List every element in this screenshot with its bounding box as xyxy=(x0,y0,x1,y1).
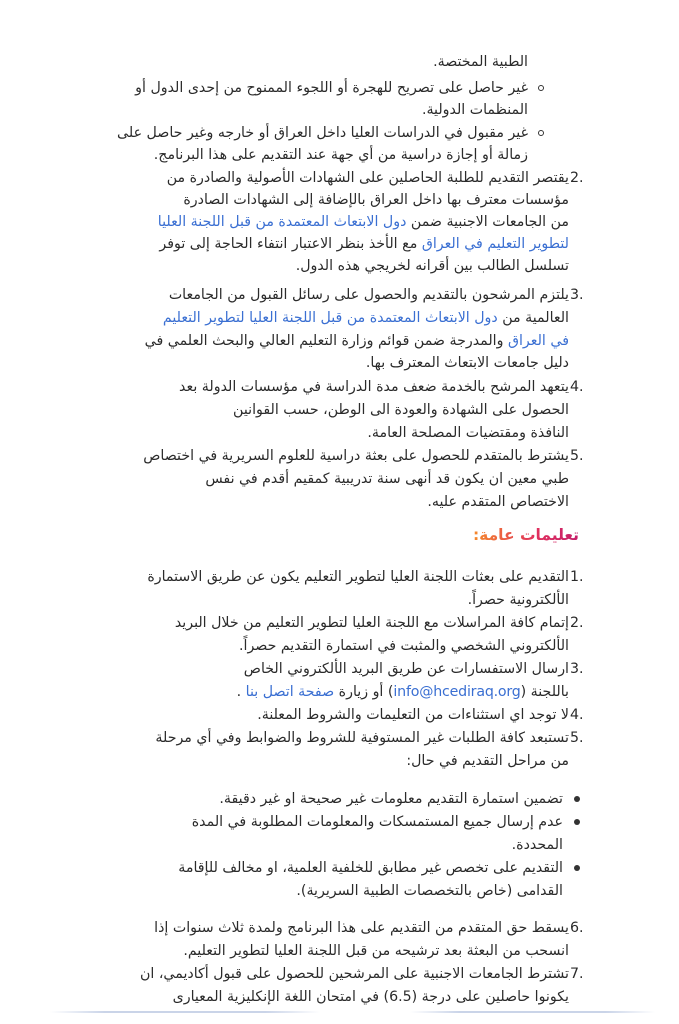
item-number: 7. xyxy=(570,966,584,982)
bullet-icon xyxy=(574,819,580,825)
sub-bullet-line: غير مقبول في الدراسات العليا داخل العراق أو خارجه وغير حاصل على xyxy=(117,125,528,141)
text-span: . xyxy=(236,684,246,700)
item-number: 1. xyxy=(570,569,584,585)
text-line xyxy=(237,682,569,702)
sub-bullet-line: المنظمات الدولية. xyxy=(421,102,528,118)
text-span: ) أو زيارة xyxy=(334,684,394,700)
divider xyxy=(410,1011,655,1013)
bullet-icon xyxy=(574,796,580,802)
text-line: تستبعد كافة الطلبات غير المستوفية للشروط والضوابط وفي أي مرحلة xyxy=(155,730,569,746)
item-number: 5. xyxy=(570,730,584,746)
bullet-icon xyxy=(574,865,580,871)
item-number: 2. xyxy=(570,615,584,631)
text-line: الحصول على الشهادة والعودة الى الوطن، حسب القوانين xyxy=(233,402,569,418)
item-number: 2. xyxy=(570,170,584,186)
text-line xyxy=(163,308,569,328)
text-span: مع الأخذ بنظر الاعتبار انتفاء الحاجة إلى توفر xyxy=(159,236,422,252)
text-line: التقديم على بعثات اللجنة العليا لتطوير التعليم يكون عن طريق الاستمارة xyxy=(147,569,569,585)
text-span: من الجامعات الاجنبية ضمن xyxy=(406,214,569,230)
text-line: يتعهد المرشح بالخدمة ضعف مدة الدراسة في مؤسسات الدولة بعد xyxy=(179,379,569,395)
text-line: يسقط حق المتقدم من التقديم على هذا البرنامج ولمدة ثلاث سنوات إذا xyxy=(154,920,569,936)
text-span: باللجنة ( xyxy=(520,684,569,700)
item-number: 4. xyxy=(570,707,584,723)
text-line: إتمام كافة المراسلات مع اللجنة العليا لتطوير التعليم من خلال البريد xyxy=(174,615,569,631)
circle-bullet-icon xyxy=(538,85,544,91)
item-number: 3. xyxy=(570,287,584,303)
text-line: انسحب من البعثة بعد ترشيحه من قبل اللجنة العليا لتطوير التعليم. xyxy=(183,943,569,959)
item-number: 4. xyxy=(570,379,584,395)
text-line: الطبية المختصة. xyxy=(433,54,528,70)
item-number: 6. xyxy=(570,920,584,936)
study-countries-link[interactable]: لتطوير التعليم في العراق xyxy=(421,236,569,252)
bullet-line: المحددة. xyxy=(511,837,563,853)
text-line: يشترط بالمتقدم للحصول على بعثة دراسية للعلوم السريرية في اختصاص xyxy=(143,448,569,464)
text-line: دليل جامعات الابتعاث المعترف بها. xyxy=(365,355,569,371)
text-span: العالمية من xyxy=(497,310,569,326)
text-line: النافذة ومقتضيات المصلحة العامة. xyxy=(367,425,569,441)
study-countries-link[interactable]: دول الابتعاث المعتمدة من قبل اللجنة العليا xyxy=(157,214,407,230)
study-countries-link[interactable]: دول الابتعاث المعتمدة من قبل اللجنة العليا لتطوير التعليم xyxy=(162,310,498,326)
sub-bullet-line: غير حاصل على تصريح للهجرة أو اللجوء الممنوح من إحدى الدول أو xyxy=(135,80,528,96)
text-line: تشترط الجامعات الاجنبية على المرشحين للحصول على قبول أكاديمي، ان xyxy=(139,966,569,982)
text-line: ارسال الاستفسارات عن طريق البريد الألكتروني الخاص xyxy=(243,661,569,677)
circle-bullet-icon xyxy=(538,130,544,136)
bullet-line: التقديم على تخصص غير مطابق للخلفية العلمية، او مخالف للإقامة xyxy=(178,860,563,876)
text-line: الألكتروني الشخصي والمثبت في استمارة التقديم حصراً. xyxy=(239,638,569,654)
text-line: من مراحل التقديم في حال: xyxy=(406,753,569,769)
text-line xyxy=(158,212,569,232)
bullet-line: تضمين استمارة التقديم معلومات غير صحيحة او غير دقيقة. xyxy=(219,791,563,807)
text-line: تسلسل الطالب بين أقرانه لخريجي هذه الدول. xyxy=(295,258,569,274)
text-line: الاختصاص المتقدم عليه. xyxy=(427,494,569,510)
text-line: يكونوا حاصلين على درجة (6.5) في امتحان اللغة الإنكليزية المعيارى xyxy=(172,989,569,1005)
text-line: يلتزم المرشحون بالتقديم والحصول على رسائل القبول من الجامعات xyxy=(168,287,569,303)
bullet-line: عدم إرسال جميع المستمسكات والمعلومات المطلوبة في المدة xyxy=(191,814,563,830)
email-link[interactable]: info@hcediraq.org xyxy=(393,684,521,700)
divider xyxy=(50,1011,320,1013)
text-line: لا توجد اي استثناءات من التعليمات والشروط المعلنة. xyxy=(257,707,569,723)
bullet-line: القدامى (خاص بالتخصصات الطبية السريرية). xyxy=(296,883,563,899)
text-span: والمدرجة ضمن قوائم وزارة التعليم العالي والبحث العلمي في xyxy=(144,333,508,349)
section-heading: تعليمات عامة: xyxy=(472,526,579,544)
text-line xyxy=(145,331,569,351)
item-number: 5. xyxy=(570,448,584,464)
text-line: يقتصر التقديم للطلبة الحاصلين على الشهادات الأصولية والصادرة من xyxy=(166,170,569,186)
text-line: الألكترونية حصراً. xyxy=(467,592,569,608)
sub-bullet-line: زمالة أو إجازة دراسية من أي جهة عند التقديم على هذا البرنامج. xyxy=(153,147,528,163)
contact-us-link[interactable]: صفحة اتصل بنا xyxy=(245,684,335,700)
study-countries-link[interactable]: في العراق xyxy=(507,333,569,349)
text-line: طبي معين ان يكون قد أنهى سنة تدريبية كمقيم أقدم في نفس xyxy=(205,471,569,487)
text-line xyxy=(159,234,569,254)
text-line: مؤسسات معترف بها داخل العراق بالإضافة إلى الشهادات الصادرة xyxy=(183,192,569,208)
item-number: 3. xyxy=(570,661,584,677)
